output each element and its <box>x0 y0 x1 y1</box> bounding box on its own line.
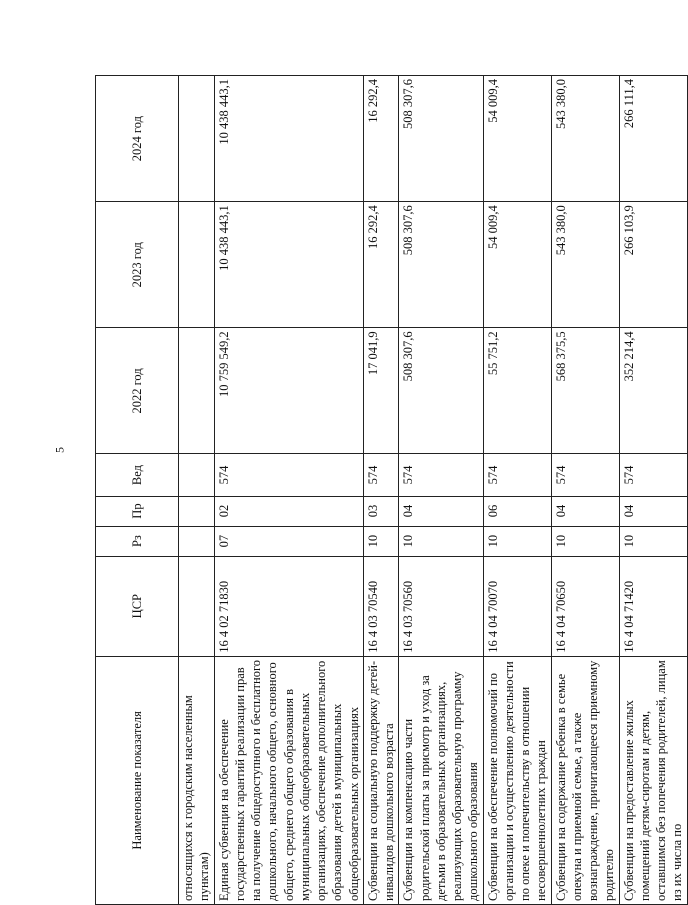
row-2022: 10 759 549,2 <box>214 328 363 454</box>
row-name: Субвенции на социальную поддержку детей-инвалидов дошкольного возраста <box>363 656 399 904</box>
row-name: Субвенции на предоставление жилых помещений детям-сиротам и детям, оставшимся без попечения родителей, лицам из их числа по <box>619 656 687 904</box>
row-2023: 508 307,6 <box>399 202 483 328</box>
row-2022: 55 751,2 <box>483 328 551 454</box>
row-rz: 10 <box>363 526 399 556</box>
row-name: Единая субвенция на обеспечение государственных гарантий реализации прав на получение общедоступного и бесплатного дошкольного, начального общего, основного общего, среднего общего образования в муниципальных общеобразовательных организациях, обеспечение дополнительного образования детей в муниципальных общеобразовательных организациях <box>214 656 363 904</box>
header-2023: 2023 год <box>96 202 179 328</box>
row-2024: 508 307,6 <box>399 76 483 202</box>
row-rz: 10 <box>399 526 483 556</box>
row-name: Субвенции на компенсацию части родительской платы за присмотр и уход за детьми в образовательных организациях, реализующих образовательную программу дошкольного образования <box>399 656 483 904</box>
row-ved: 574 <box>551 454 619 496</box>
row-pr: 06 <box>483 496 551 526</box>
header-2022: 2022 год <box>96 328 179 454</box>
row-csr: 16 4 03 70540 <box>363 556 399 656</box>
header-csr: ЦСР <box>96 556 179 656</box>
table-row <box>619 76 687 905</box>
row-name: Субвенции на обеспечение полномочий по организации и осуществлению деятельности по опеке и попечительству в отношении несовершеннолетних граждан <box>483 656 551 904</box>
row-csr: 16 4 04 71420 <box>619 556 687 656</box>
row-ved: 574 <box>619 454 687 496</box>
row-pr: 03 <box>363 496 399 526</box>
continuation-row <box>179 76 215 905</box>
header-pr: Пр <box>96 496 179 526</box>
table-row <box>551 76 619 905</box>
table-row <box>483 76 551 905</box>
page-number: 5 <box>52 447 67 453</box>
table-row <box>214 76 363 905</box>
row-2022: 508 307,6 <box>399 328 483 454</box>
row-csr: 16 4 04 70650 <box>551 556 619 656</box>
table-row <box>363 76 399 905</box>
row-rz: 10 <box>619 526 687 556</box>
row-csr: 16 4 03 70560 <box>399 556 483 656</box>
row-pr: 04 <box>619 496 687 526</box>
row-name: Субвенции на содержание ребенка в семье опекуна и приемной семье, а также вознаграждение, причитающееся приемному родителю <box>551 656 619 904</box>
budget-table <box>95 75 688 905</box>
header-ved: Вед <box>96 454 179 496</box>
row-rz: 10 <box>483 526 551 556</box>
row-2024: 54 009,4 <box>483 76 551 202</box>
header-name: Наименование показателя <box>96 656 179 904</box>
row-csr: 16 4 02 71830 <box>214 556 363 656</box>
row-2024: 543 380,0 <box>551 76 619 202</box>
row-2022: 17 041,9 <box>363 328 399 454</box>
row-2022: 568 375,5 <box>551 328 619 454</box>
row-2024: 16 292,4 <box>363 76 399 202</box>
table-header-row <box>96 76 179 905</box>
row-2022: 352 214,4 <box>619 328 687 454</box>
row-rz: 07 <box>214 526 363 556</box>
row-pr: 04 <box>399 496 483 526</box>
row-rz: 10 <box>551 526 619 556</box>
table-row <box>399 76 483 905</box>
header-rz: Рз <box>96 526 179 556</box>
row-2024: 10 438 443,1 <box>214 76 363 202</box>
row-pr: 04 <box>551 496 619 526</box>
row-2023: 266 103,9 <box>619 202 687 328</box>
row-ved: 574 <box>399 454 483 496</box>
header-2024: 2024 год <box>96 76 179 202</box>
row-pr: 02 <box>214 496 363 526</box>
row-ved: 574 <box>214 454 363 496</box>
row-2024: 266 111,4 <box>619 76 687 202</box>
row-2023: 16 292,4 <box>363 202 399 328</box>
row-2023: 10 438 443,1 <box>214 202 363 328</box>
continuation-text: относящихся к городским населенным пунктам) <box>179 656 215 904</box>
row-ved: 574 <box>363 454 399 496</box>
row-ved: 574 <box>483 454 551 496</box>
rotated-page-content <box>95 75 685 905</box>
row-2023: 543 380,0 <box>551 202 619 328</box>
row-2023: 54 009,4 <box>483 202 551 328</box>
row-csr: 16 4 04 70070 <box>483 556 551 656</box>
